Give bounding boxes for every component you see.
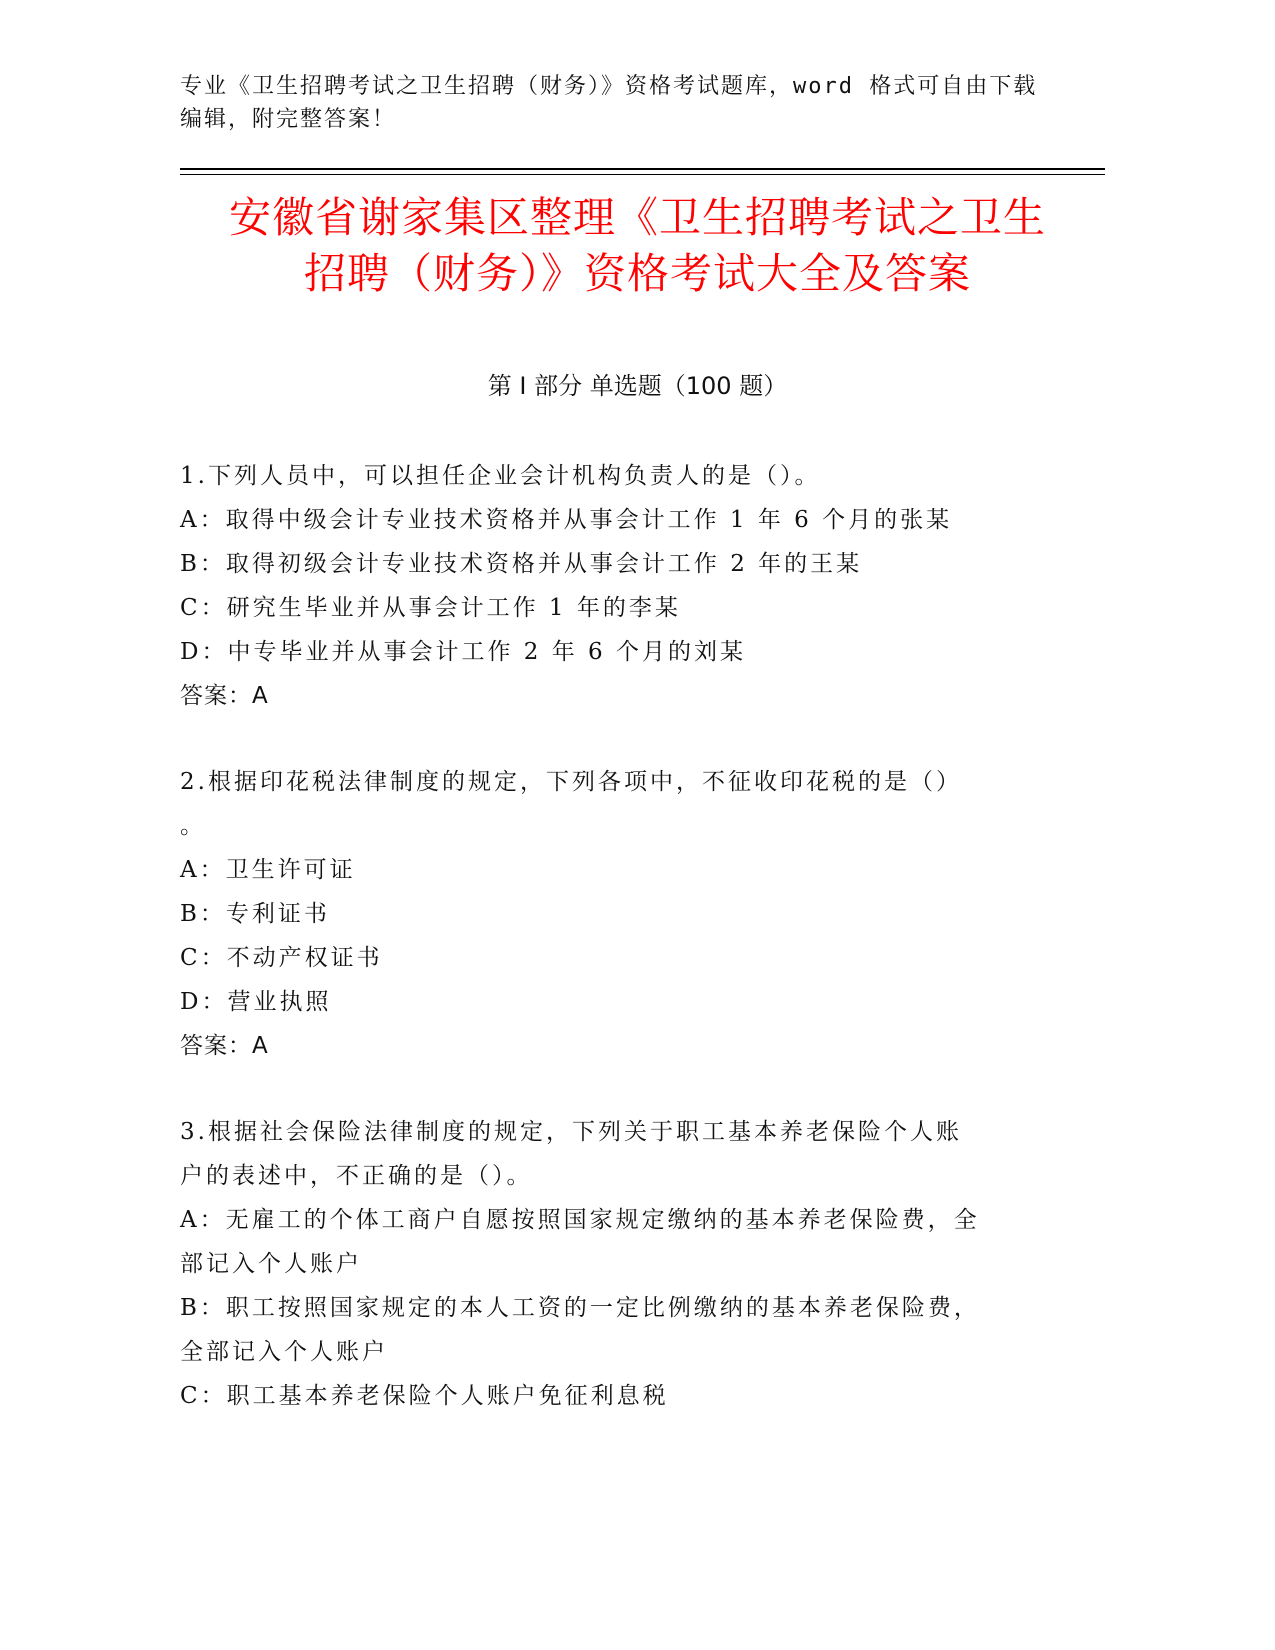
- question-list: [180, 454, 1040, 1460]
- header-rule-thin: [180, 174, 1105, 175]
- document-title-line-2: 招聘（财务）》资格考试大全及答案: [303, 249, 971, 298]
- header-note-line-2: 编辑，附完整答案！: [180, 107, 397, 132]
- header-note-line-1: 专业《卫生招聘考试之卫生招聘（财务）》资格考试题库，word 格式可自由下载: [180, 74, 1038, 99]
- document-title-line-1: 安徽省谢家集区整理《卫生招聘考试之卫生: [228, 193, 1046, 242]
- question-3: [180, 1110, 1040, 1418]
- option-b: B：取得初级会计专业技术资格并从事会计工作 2 年的王某: [180, 551, 863, 577]
- option-c: C：研究生毕业并从事会计工作 1 年的李某: [180, 595, 681, 621]
- header-rule-thick: [180, 168, 1105, 170]
- question-stem: 1.下列人员中，可以担任企业会计机构负责人的是（）。: [180, 463, 821, 489]
- question-stem: 2.根据印花税法律制度的规定，下列各项中，不征收印花税的是（）: [180, 769, 962, 795]
- option-c: C：职工基本养老保险个人账户免征利息税: [180, 1383, 669, 1409]
- option-a: A：无雇工的个体工商户自愿按照国家规定缴纳的基本养老保险费，全: [180, 1207, 980, 1233]
- option-d: D：中专毕业并从事会计工作 2 年 6 个月的刘某: [180, 639, 746, 665]
- option-b: B：职工按照国家规定的本人工资的一定比例缴纳的基本养老保险费，: [180, 1295, 980, 1321]
- option-a: A：卫生许可证: [180, 857, 356, 883]
- header-note: [180, 70, 1060, 136]
- question-stem-continued: 户的表述中，不正确的是（）。: [180, 1163, 533, 1189]
- option-a-continued: 部记入个人账户: [180, 1251, 362, 1277]
- option-c: C：不动产权证书: [180, 945, 383, 971]
- option-b-continued: 全部记入个人账户: [180, 1339, 388, 1365]
- section-heading: 第 I 部分 单选题（100 题）: [487, 372, 788, 400]
- answer: 答案：A: [180, 683, 269, 709]
- option-b: B：专利证书: [180, 901, 330, 927]
- question-stem: 3.根据社会保险法律制度的规定，下列关于职工基本养老保险个人账: [180, 1119, 962, 1145]
- option-a: A：取得中级会计专业技术资格并从事会计工作 1 年 6 个月的张某: [180, 507, 953, 533]
- option-d: D：营业执照: [180, 989, 332, 1015]
- answer: 答案：A: [180, 1033, 269, 1059]
- question-stem-continued: 。: [180, 813, 206, 839]
- question-2: [180, 760, 1040, 1068]
- document-title: [140, 190, 1135, 302]
- question-1: [180, 454, 1040, 718]
